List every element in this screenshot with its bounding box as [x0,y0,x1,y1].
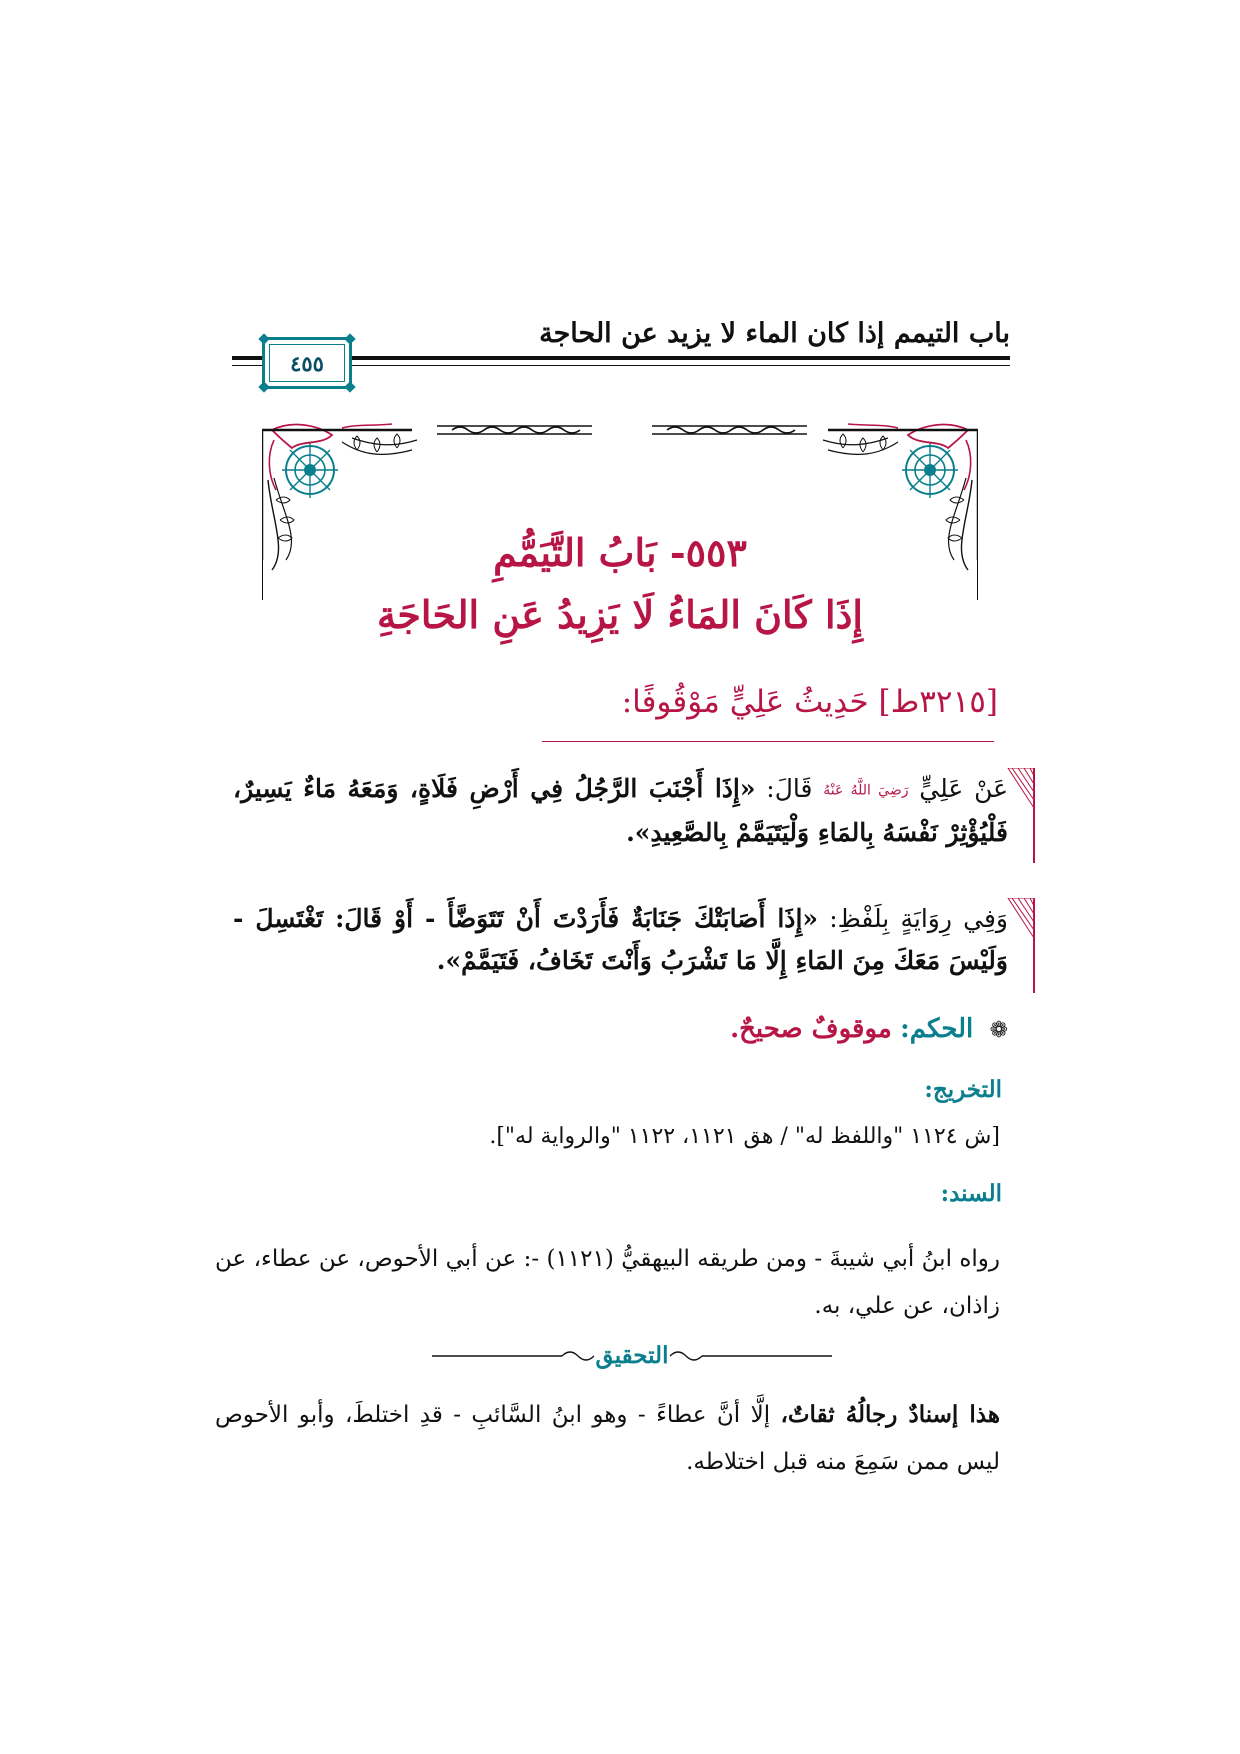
chapter-title: ٥٥٣- بَابُ التَّيَمُّمِ [493,530,747,575]
narration-block-2 [233,898,1008,982]
running-header: باب التيمم إذا كان الماء لا يزيد عن الحاجة [539,318,1010,349]
sanad-label: السند: [940,1180,1002,1207]
corner-marker-icon [1006,768,1036,863]
narration-block-1 [233,768,1008,854]
ruling-label: الحكم: [900,1014,974,1044]
honorific-icon: رَضِيَ اللَّهُ عَنْهُ [823,782,909,799]
tahqiq-text [215,1391,1000,1486]
tahqiq-divider [432,1340,832,1370]
flower-ornament-icon: ❁ [989,1018,1008,1043]
narration-2-body: «إِذَا أَصَابَتْكَ جَنَابَةٌ فَأَرَدْتَ أَنْ تَتَوَضَّأَ - أَوْ قَالَ: تَغْتَسِلَ - وَلَيْسَ مَعَكَ مِنَ المَاءِ إِلَّا مَا تَشْرَبُ وَأَنْتَ تَخَافُ، فَتَيَمَّمْ». [233,904,1008,975]
page-number: ٤٥٥ [290,350,324,376]
page-number-box [262,337,352,389]
narration-1-lead: عَنْ عَلِيٍّ [919,774,1009,803]
hadith-heading: [٣٢١٥ط] حَدِيثُ عَلِيٍّ مَوْقُوفًا: [621,684,998,720]
takhrij-text: [ش ١١٢٤ "واللفظ له" / هق ١١٢١، ١١٢٢ "والرواية له"]. [489,1124,1000,1149]
corner-marker-icon [1006,898,1036,993]
tahqiq-label: التحقيق [595,1342,669,1369]
chapter-subtitle: إِذَا كَانَ المَاءُ لَا يَزِيدُ عَنِ الحَاجَةِ [377,592,863,637]
takhrij-label: التخريج: [924,1076,1002,1103]
narration-2-lead: وَفِي رِوَايَةٍ بِلَفْظِ: [829,904,1008,933]
narration-1-lead2: قَالَ: [766,774,813,803]
sanad-text: رواه ابنُ أبي شيبةَ - ومن طريقه البيهقيُّ (١١٢١) -: عن أبي الأحوص، عن عطاء، عن زاذان، عن علي، به. [215,1246,1000,1319]
ruling [730,1014,1008,1044]
heading-underline [542,741,994,742]
narration-1-body: «إِذَا أَجْنَبَ الرَّجُلُ فِي أَرْضِ فَلَاةٍ، وَمَعَهُ مَاءٌ يَسِيرٌ، فَلْيُؤْثِرْ نَفْسَهُ بِالمَاءِ وَلْيَتَيَمَّمْ بِالصَّعِيدِ». [233,774,1008,847]
tahqiq-text-rest: إلَّا أنَّ عطاءً - وهو ابنُ السَّائبِ - قدِ اختلطَ، وأبو الأحوص ليس ممن سَمِعَ منه قبل اختلاطه. [215,1402,1000,1475]
ruling-value: موقوفٌ صحيحٌ. [730,1014,892,1044]
tahqiq-text-bold: هذا إسنادٌ رجالُهُ ثقاتٌ، [780,1401,1000,1428]
